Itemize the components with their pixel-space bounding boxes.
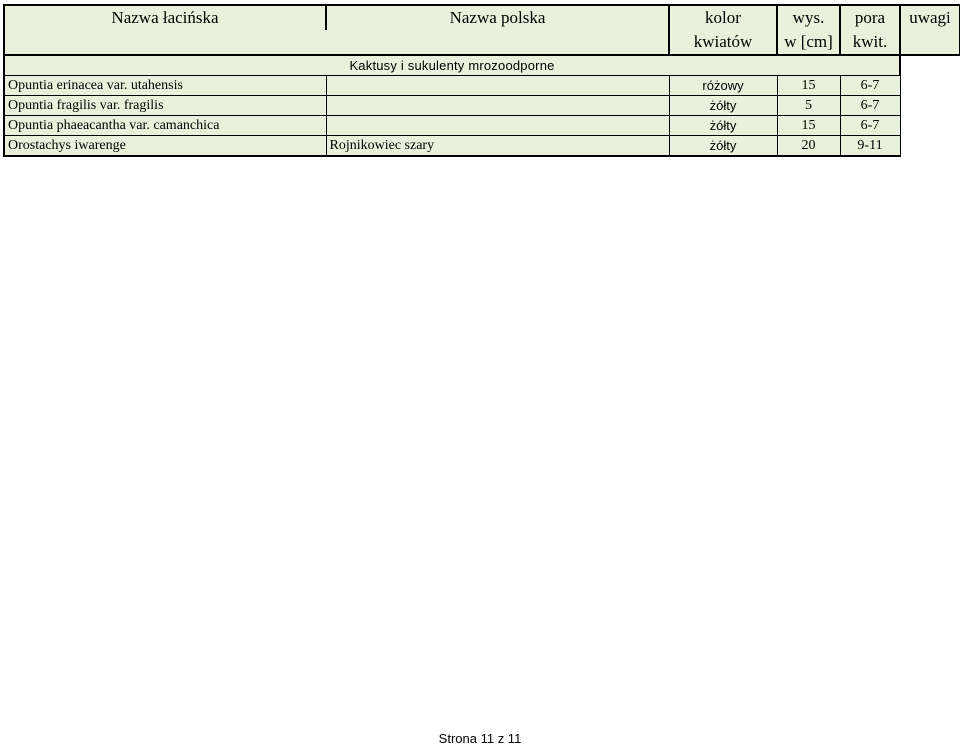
cell-color: żółty — [669, 96, 777, 116]
header-notes: uwagi — [900, 5, 960, 30]
header-height: wys. — [777, 5, 840, 30]
cell-notes — [900, 136, 960, 157]
header-height-sub: w [cm] — [777, 30, 840, 55]
cell-height: 20 — [777, 136, 840, 157]
header-row-1 — [4, 5, 960, 30]
cell-notes — [900, 96, 960, 116]
header-color-sub: kwiatów — [669, 30, 777, 55]
header-season-sub: kwit. — [840, 30, 900, 55]
plant-table — [3, 4, 960, 157]
header-latin-blank — [4, 30, 326, 55]
cell-polish-name — [326, 96, 669, 116]
cell-season: 6-7 — [840, 96, 900, 116]
cell-season: 6-7 — [840, 116, 900, 136]
spreadsheet — [3, 4, 959, 157]
cell-season: 9-11 — [840, 136, 900, 157]
cell-color: żółty — [669, 116, 777, 136]
table-row — [4, 96, 960, 116]
cell-height: 5 — [777, 96, 840, 116]
cell-color: różowy — [669, 76, 777, 96]
cell-season: 6-7 — [840, 76, 900, 96]
cell-latin-name: Opuntia phaeacantha var. camanchica — [4, 116, 326, 136]
header-notes-blank — [900, 30, 960, 55]
category-row — [4, 55, 960, 76]
cell-height: 15 — [777, 116, 840, 136]
table-row — [4, 116, 960, 136]
header-season: pora — [840, 5, 900, 30]
cell-notes — [900, 116, 960, 136]
category-title: Kaktusy i sukulenty mrozoodporne — [4, 55, 900, 76]
table-row — [4, 136, 960, 157]
cell-latin-name: Orostachys iwarenge — [4, 136, 326, 157]
table-row — [4, 76, 960, 96]
header-color: kolor — [669, 5, 777, 30]
cell-height: 15 — [777, 76, 840, 96]
cell-notes — [900, 76, 960, 96]
cell-polish-name: Rojnikowiec szary — [326, 136, 669, 157]
category-blank — [900, 55, 960, 76]
cell-polish-name — [326, 116, 669, 136]
header-latin-name: Nazwa łacińska — [4, 5, 326, 30]
page-number: Strona 11 z 11 — [438, 731, 522, 746]
header-polish-blank — [326, 30, 669, 55]
cell-latin-name: Opuntia fragilis var. fragilis — [4, 96, 326, 116]
header-row-2 — [4, 30, 960, 55]
cell-polish-name — [326, 76, 669, 96]
cell-color: żółty — [669, 136, 777, 157]
header-polish-name: Nazwa polska — [326, 5, 669, 30]
cell-latin-name: Opuntia erinacea var. utahensis — [4, 76, 326, 96]
